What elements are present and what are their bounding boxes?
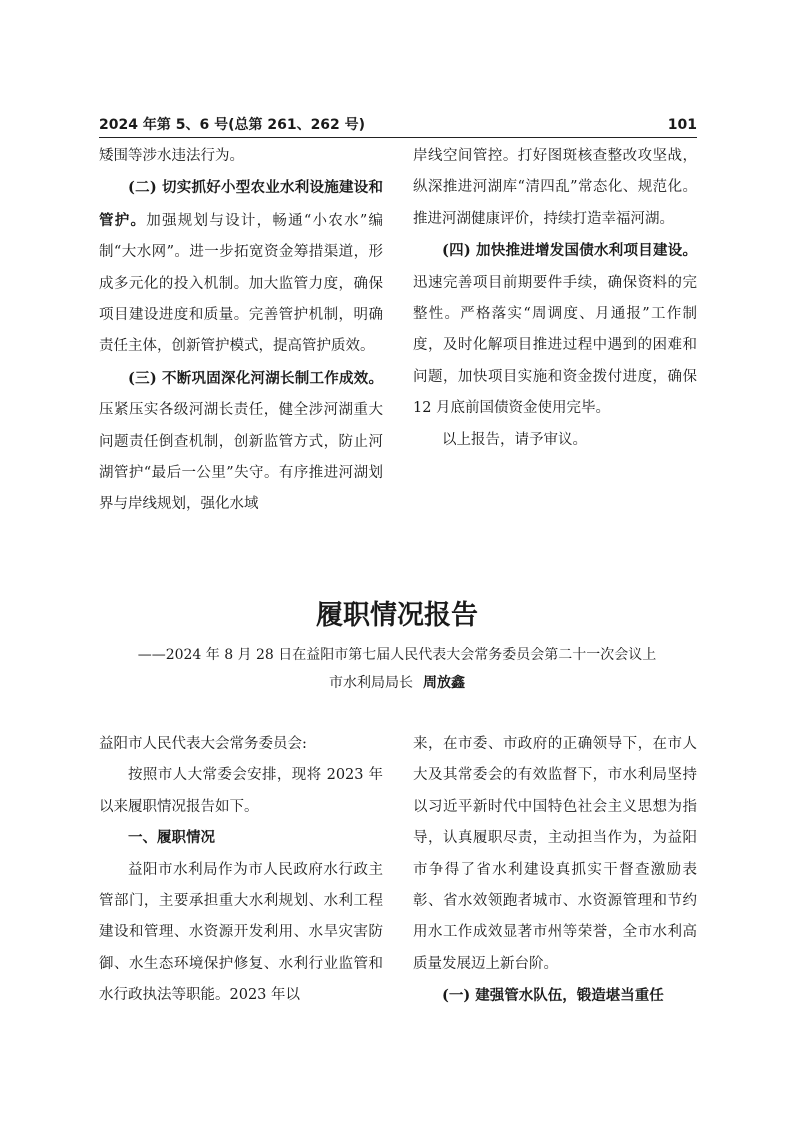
previous-article-right-column — [413, 141, 697, 456]
journal-issue: 2024 年第 5、6 号(总第 261、262 号) — [99, 117, 366, 133]
running-header — [99, 115, 697, 138]
paragraph-lead: (四) 加快推进增发国债水利项目建设。 — [442, 242, 697, 260]
paragraph: 岸线空间管控。打好图斑核查整改攻坚战，纵深推进河湖库“清四乱”常态化、规范化。推进河湖健康评价，持续打造幸福河湖。 — [413, 148, 697, 227]
article-right-column — [413, 729, 697, 1013]
paragraph: 矮围等涉水违法行为。 — [99, 148, 244, 164]
author-name: 周放鑫 — [423, 675, 465, 691]
paragraph-lead: (一) 建强管水队伍，锻造堪当重任 — [442, 987, 664, 1005]
paragraph: 来，在市委、市政府的正确领导下，在市人大及其常委会的有效监督下，市水利局坚持以习近平新时代中国特色社会主义思想为指导，认真履职尽责，主动担当作为，为益阳市争得了省水利建设真抓实干督查激励表彰、省水效领跑者城市、水资源管理和节约用水工作成效显著市州等荣誉，全市水利高质量发展迈上新台阶。 — [413, 736, 697, 972]
paragraph-lead: (三) 不断巩固深化河湖长制工作成效。 — [128, 369, 383, 387]
paragraph: (三) 不断巩固深化河湖长制工作成效。压紧压实各级河湖长责任，健全涉河湖重大问题责任倒查机制，创新监管方式，防止河湖管护“最后一公里”失守。有序推进河湖划界与岸线规划，强化水域 — [99, 369, 383, 513]
paragraph: 按照市人大常委会安排，现将 2023 年以来履职情况报告如下。 — [99, 767, 383, 815]
salutation: 益阳市人民代表大会常务委员会: — [99, 736, 307, 752]
previous-article-left-column — [99, 141, 383, 521]
paragraph — [413, 980, 697, 1012]
paragraph: 益阳市水利局作为市人民政府水行政主管部门，主要承担重大水利规划、水利工程建设和管理、水资源开发利用、水旱灾害防御、水生态环境保护修复、水利行业监管和水行政执法等职能。2023 年以 — [99, 861, 383, 1004]
paragraph: (四) 加快推进增发国债水利项目建设。迅速完善项目前期要件手续，确保资料的完整性。严格落实“周调度、月通报”工作制度，及时化解项目推进过程中遇到的困难和问题，加快项目实施和资金拨付进度，确保 12 月底前国债资金使用完毕。 — [413, 242, 697, 417]
article-left-column — [99, 729, 383, 1012]
article-byline — [0, 672, 794, 694]
paragraph-lead: (二) 切实抓好小型农业水利设施建设和管护。 — [99, 179, 383, 229]
article-subtitle: ——2024 年 8 月 28 日在益阳市第七届人民代表大会常务委员会第二十一次会议上 — [137, 647, 657, 663]
author-role: 市水利局局长 — [329, 675, 413, 691]
section-heading: 一、履职情况 — [128, 830, 215, 847]
paragraph: (二) 切实抓好小型农业水利设施建设和管护。加强规划与设计，畅通“小农水”编制“大水网”。进一步拓宽资金筹措渠道，形成多元化的投入机制。加大监管力度，确保项目建设进度和质量。完善管护机制，明确责任主体，创新管护模式，提高管护质效。 — [99, 179, 383, 355]
closing-line: 以上报告，请予审议。 — [442, 431, 587, 448]
page-number: 101 — [667, 117, 697, 133]
article-title: 履职情况报告 — [316, 600, 478, 631]
